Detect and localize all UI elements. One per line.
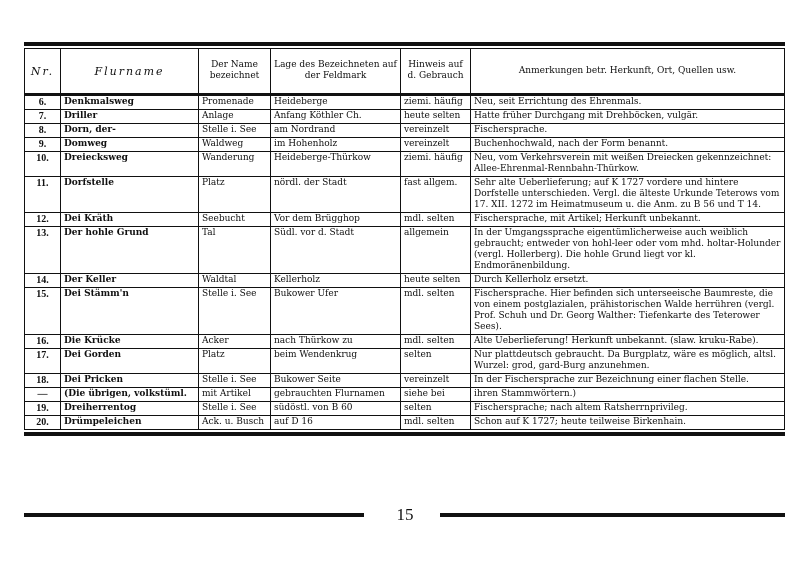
cell-hinweis: ziemi. häufig bbox=[401, 152, 471, 177]
cell-name: Dorn, der- bbox=[61, 124, 199, 138]
table-row bbox=[25, 335, 785, 349]
cell-anmerk: Fischersprache; nach altem Ratsherrnprivileg. bbox=[471, 402, 785, 416]
cell-lage: Südl. vor d. Stadt bbox=[271, 227, 401, 274]
top-rule bbox=[24, 42, 785, 46]
cell-anmerk: Buchenhochwald, nach der Form benannt. bbox=[471, 138, 785, 152]
cell-hinweis: heute selten bbox=[401, 110, 471, 124]
header-row bbox=[25, 49, 785, 95]
cell-hinweis: fast allgem. bbox=[401, 177, 471, 213]
cell-lage: nördl. der Stadt bbox=[271, 177, 401, 213]
header-name-bezeichnet: Der Name bezeichnet bbox=[199, 49, 271, 95]
cell-name: Dreiecksweg bbox=[61, 152, 199, 177]
table-row bbox=[25, 374, 785, 388]
table-row bbox=[25, 416, 785, 430]
cell-nr: — bbox=[25, 388, 61, 402]
cell-name: Driller bbox=[61, 110, 199, 124]
cell-bez: Platz bbox=[199, 349, 271, 374]
cell-nr: 14. bbox=[25, 274, 61, 288]
cell-anmerk: Fischersprache. Hier befinden sich unterseeische Baumreste, die von einem postglazialen, prähistorischen Walde herrühren (vergl. Prof. Schuh und Dr. Georg Walther: Tiefenkarte des Teterower Sees). bbox=[471, 288, 785, 335]
table-body bbox=[25, 95, 785, 430]
cell-anmerk: Durch Kellerholz ersetzt. bbox=[471, 274, 785, 288]
footer-bar-left bbox=[24, 513, 364, 517]
cell-bez: Anlage bbox=[199, 110, 271, 124]
cell-hinweis: vereinzelt bbox=[401, 374, 471, 388]
cell-nr: 18. bbox=[25, 374, 61, 388]
cell-lage: Vor dem Brügghop bbox=[271, 213, 401, 227]
cell-anmerk: Schon auf K 1727; heute teilweise Birkenhain. bbox=[471, 416, 785, 430]
table-row bbox=[25, 177, 785, 213]
cell-name: (Die übrigen, volkstüml. bbox=[61, 388, 199, 402]
table-row bbox=[25, 349, 785, 374]
cell-nr: 11. bbox=[25, 177, 61, 213]
header-anmerkungen: Anmerkungen betr. Herkunft, Ort, Quellen usw. bbox=[471, 49, 785, 95]
header-nr: Nr. bbox=[25, 49, 61, 95]
cell-nr: 15. bbox=[25, 288, 61, 335]
cell-hinweis: mdl. selten bbox=[401, 416, 471, 430]
cell-lage: beim Wendenkrug bbox=[271, 349, 401, 374]
flurnamen-table bbox=[24, 48, 785, 430]
table-row bbox=[25, 95, 785, 110]
register-page bbox=[24, 42, 785, 436]
cell-nr: 9. bbox=[25, 138, 61, 152]
cell-hinweis: siehe bei bbox=[401, 388, 471, 402]
table-row bbox=[25, 227, 785, 274]
cell-anmerk: In der Umgangssprache eigentümlicherweise auch weiblich gebraucht; entweder von hohl-leer oder vom mhd. holtar-Holunder (vergl. Hollerberg). Die hohle Grund liegt vor kl. Endmoränenbildung. bbox=[471, 227, 785, 274]
cell-name: Dreiherrentog bbox=[61, 402, 199, 416]
cell-hinweis: vereinzelt bbox=[401, 138, 471, 152]
cell-name: Dei Kräth bbox=[61, 213, 199, 227]
cell-lage: nach Thürkow zu bbox=[271, 335, 401, 349]
cell-bez: Wanderung bbox=[199, 152, 271, 177]
cell-lage: Heideberge bbox=[271, 95, 401, 110]
cell-anmerk: Nur plattdeutsch gebraucht. Da Burgplatz, wäre es möglich, altsl. Wurzel: grod, gard-Burg anzunehmen. bbox=[471, 349, 785, 374]
cell-lage: Heideberge-Thürkow bbox=[271, 152, 401, 177]
cell-name: Denkmalsweg bbox=[61, 95, 199, 110]
cell-lage: Anfang Köthler Ch. bbox=[271, 110, 401, 124]
cell-hinweis: mdl. selten bbox=[401, 213, 471, 227]
cell-anmerk: Neu, seit Errichtung des Ehrenmals. bbox=[471, 95, 785, 110]
cell-hinweis: mdl. selten bbox=[401, 288, 471, 335]
cell-bez: Stelle i. See bbox=[199, 374, 271, 388]
cell-name: Die Krücke bbox=[61, 335, 199, 349]
cell-anmerk: Hatte früher Durchgang mit Drehböcken, vulgär. bbox=[471, 110, 785, 124]
cell-bez: Promenade bbox=[199, 95, 271, 110]
cell-bez: mit Artikel bbox=[199, 388, 271, 402]
table-row bbox=[25, 152, 785, 177]
table-row bbox=[25, 274, 785, 288]
page-number: 15 bbox=[396, 505, 414, 524]
cell-lage: im Hohenholz bbox=[271, 138, 401, 152]
header-lage: Lage des Bezeichneten auf der Feldmark bbox=[271, 49, 401, 95]
cell-name: Domweg bbox=[61, 138, 199, 152]
table-row bbox=[25, 388, 785, 402]
cell-bez: Waldtal bbox=[199, 274, 271, 288]
table-row bbox=[25, 124, 785, 138]
cell-lage: auf D 16 bbox=[271, 416, 401, 430]
cell-anmerk: Fischersprache. bbox=[471, 124, 785, 138]
cell-hinweis: vereinzelt bbox=[401, 124, 471, 138]
cell-name: Der Keller bbox=[61, 274, 199, 288]
cell-lage: am Nordrand bbox=[271, 124, 401, 138]
cell-lage: südöstl. von B 60 bbox=[271, 402, 401, 416]
table-row bbox=[25, 288, 785, 335]
cell-hinweis: selten bbox=[401, 402, 471, 416]
cell-name: Der hohle Grund bbox=[61, 227, 199, 274]
cell-anmerk: Alte Ueberlieferung! Herkunft unbekannt. (slaw. kruku-Rabe). bbox=[471, 335, 785, 349]
cell-nr: 10. bbox=[25, 152, 61, 177]
table-row bbox=[25, 402, 785, 416]
page-footer bbox=[24, 507, 785, 525]
footer-bar-right bbox=[440, 513, 785, 517]
cell-lage: Kellerholz bbox=[271, 274, 401, 288]
cell-nr: 6. bbox=[25, 95, 61, 110]
cell-anmerk: Sehr alte Ueberlieferung; auf K 1727 vordere und hintere Dorfstelle unterschieden. Vergl. die älteste Urkunde Teterows vom 17. XII. 1272 im Heimatmuseum u. die Anm. zu B 56 und T 14. bbox=[471, 177, 785, 213]
cell-nr: 8. bbox=[25, 124, 61, 138]
bottom-rule bbox=[24, 432, 785, 436]
cell-bez: Stelle i. See bbox=[199, 124, 271, 138]
cell-bez: Tal bbox=[199, 227, 271, 274]
cell-bez: Ack. u. Busch bbox=[199, 416, 271, 430]
cell-name: Dei Stämm'n bbox=[61, 288, 199, 335]
cell-bez: Seebucht bbox=[199, 213, 271, 227]
cell-nr: 13. bbox=[25, 227, 61, 274]
cell-name: Dei Gorden bbox=[61, 349, 199, 374]
cell-hinweis: mdl. selten bbox=[401, 335, 471, 349]
cell-nr: 17. bbox=[25, 349, 61, 374]
cell-anmerk: ihren Stammwörtern.) bbox=[471, 388, 785, 402]
cell-name: Dorfstelle bbox=[61, 177, 199, 213]
cell-nr: 7. bbox=[25, 110, 61, 124]
cell-lage: Bukower Seite bbox=[271, 374, 401, 388]
cell-bez: Platz bbox=[199, 177, 271, 213]
cell-hinweis: selten bbox=[401, 349, 471, 374]
cell-nr: 19. bbox=[25, 402, 61, 416]
cell-lage: gebrauchten Flurnamen bbox=[271, 388, 401, 402]
cell-anmerk: Fischersprache, mit Artikel; Herkunft unbekannt. bbox=[471, 213, 785, 227]
cell-bez: Waldweg bbox=[199, 138, 271, 152]
table-row bbox=[25, 138, 785, 152]
cell-name: Drümpeleichen bbox=[61, 416, 199, 430]
cell-bez: Stelle i. See bbox=[199, 402, 271, 416]
cell-anmerk: In der Fischersprache zur Bezeichnung einer flachen Stelle. bbox=[471, 374, 785, 388]
cell-bez: Acker bbox=[199, 335, 271, 349]
cell-nr: 20. bbox=[25, 416, 61, 430]
cell-nr: 16. bbox=[25, 335, 61, 349]
header-hinweis: Hinweis auf d. Gebrauch bbox=[401, 49, 471, 95]
cell-lage: Bukower Ufer bbox=[271, 288, 401, 335]
cell-hinweis: allgemein bbox=[401, 227, 471, 274]
cell-name: Dei Pricken bbox=[61, 374, 199, 388]
cell-anmerk: Neu, vom Verkehrsverein mit weißen Dreiecken gekennzeichnet: Allee-Ehrenmal-Rennbahn-Thürkow. bbox=[471, 152, 785, 177]
cell-hinweis: heute selten bbox=[401, 274, 471, 288]
table-row bbox=[25, 110, 785, 124]
cell-bez: Stelle i. See bbox=[199, 288, 271, 335]
header-flurname: Flurname bbox=[61, 49, 199, 95]
table-row bbox=[25, 213, 785, 227]
cell-hinweis: ziemi. häufig bbox=[401, 95, 471, 110]
cell-nr: 12. bbox=[25, 213, 61, 227]
